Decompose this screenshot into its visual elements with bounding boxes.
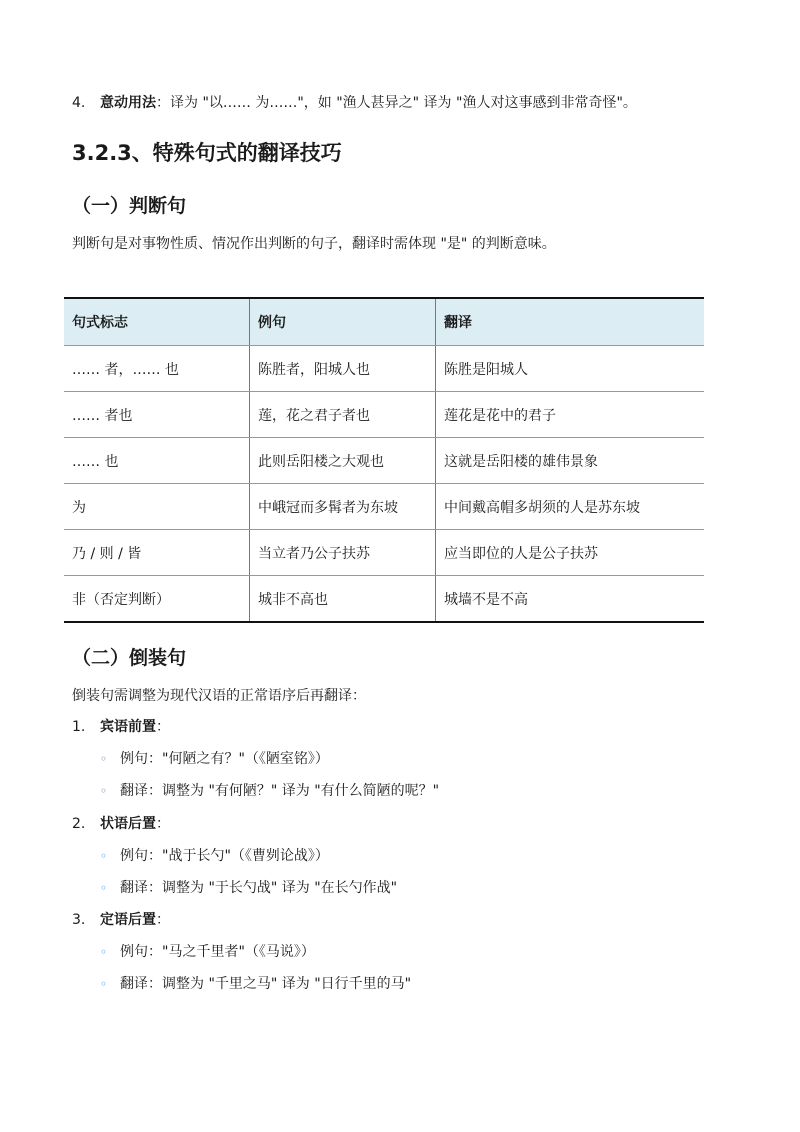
sub-item-translation — [100, 973, 411, 995]
sub-item-translation — [100, 780, 439, 802]
table-row — [64, 530, 704, 576]
bullet-icon: ◦ — [100, 977, 108, 991]
table-cell: 非（否定判断） — [64, 576, 250, 623]
list-term: 状语后置 — [100, 816, 156, 832]
example-text: 例句："马之千里者"（《马说》） — [120, 944, 315, 960]
example-text: 例句："何陋之有？"（《陋室铭》） — [120, 751, 329, 767]
list-number: 3. — [72, 912, 86, 928]
table-cell: 中间戴高帽多胡须的人是苏东坡 — [436, 484, 705, 530]
table-row — [64, 484, 704, 530]
list-colon: ： — [156, 816, 170, 832]
bullet-icon: ◦ — [100, 849, 108, 863]
table-cell: 乃 / 则 / 皆 — [64, 530, 250, 576]
table-cell: 为 — [64, 484, 250, 530]
table-cell: 当立者乃公子扶苏 — [250, 530, 436, 576]
table-header-cell: 例句 — [250, 298, 436, 346]
table-cell: 陈胜者，阳城人也 — [250, 346, 436, 392]
table-cell: …… 者，…… 也 — [64, 346, 250, 392]
table-cell: 城非不高也 — [250, 576, 436, 623]
judgment-heading: （一）判断句 — [72, 195, 187, 217]
bullet-icon: ◦ — [100, 784, 108, 798]
list-number: 1. — [72, 719, 86, 735]
sub-item-example — [100, 845, 329, 867]
table-row — [64, 576, 704, 623]
judgment-table — [64, 297, 704, 623]
table-cell: 应当即位的人是公子扶苏 — [436, 530, 705, 576]
section-title: 3.2.3、特殊句式的翻译技巧 — [72, 141, 342, 165]
table-cell: 这就是岳阳楼的雄伟景象 — [436, 438, 705, 484]
list-term: 宾语前置 — [100, 719, 156, 735]
bullet-icon: ◦ — [100, 752, 108, 766]
bullet-icon: ◦ — [100, 945, 108, 959]
table-row — [64, 346, 704, 392]
table-cell: 此则岳阳楼之大观也 — [250, 438, 436, 484]
bullet-icon: ◦ — [100, 881, 108, 895]
inversion-heading: （二）倒装句 — [72, 647, 187, 669]
table-cell: …… 者也 — [64, 392, 250, 438]
list-item-3 — [72, 909, 170, 931]
list-item-2 — [72, 813, 170, 835]
list-item-4 — [72, 92, 637, 114]
sub-item-example — [100, 941, 315, 963]
table-cell: …… 也 — [64, 438, 250, 484]
table-row — [64, 438, 704, 484]
list-item-1 — [72, 716, 170, 738]
inversion-intro: 倒装句需调整为现代汉语的正常语序后再翻译： — [72, 688, 366, 704]
list-term: 意动用法 — [100, 95, 156, 111]
table-cell: 陈胜是阳城人 — [436, 346, 705, 392]
table-header-cell: 句式标志 — [64, 298, 250, 346]
list-term: 定语后置 — [100, 912, 156, 928]
table-cell: 中峨冠而多髯者为东坡 — [250, 484, 436, 530]
example-text: 例句："战于长勺"（《曹刿论战》） — [120, 848, 329, 864]
sub-item-example — [100, 748, 329, 770]
list-colon: ： — [156, 912, 170, 928]
table-row — [64, 392, 704, 438]
list-number: 2. — [72, 816, 86, 832]
translation-text: 翻译：调整为 "千里之马" 译为 "日行千里的马" — [120, 976, 412, 992]
list-number: 4. — [72, 95, 86, 111]
judgment-intro: 判断句是对事物性质、情况作出判断的句子，翻译时需体现 "是" 的判断意味。 — [72, 236, 556, 252]
table-cell: 莲，花之君子者也 — [250, 392, 436, 438]
sub-item-translation — [100, 877, 397, 899]
translation-text: 翻译：调整为 "有何陋？" 译为 "有什么简陋的呢？" — [120, 783, 440, 799]
list-colon: ： — [156, 719, 170, 735]
table-cell: 莲花是花中的君子 — [436, 392, 705, 438]
table-header-cell: 翻译 — [436, 298, 705, 346]
translation-text: 翻译：调整为 "于长勺战" 译为 "在长勺作战" — [120, 880, 398, 896]
table-cell: 城墙不是不高 — [444, 591, 528, 608]
table-header-row — [64, 298, 704, 346]
list-text: ：译为 "以…… 为……"，如 "渔人甚异之" 译为 "渔人对这事感到非常奇怪"。 — [156, 95, 637, 111]
